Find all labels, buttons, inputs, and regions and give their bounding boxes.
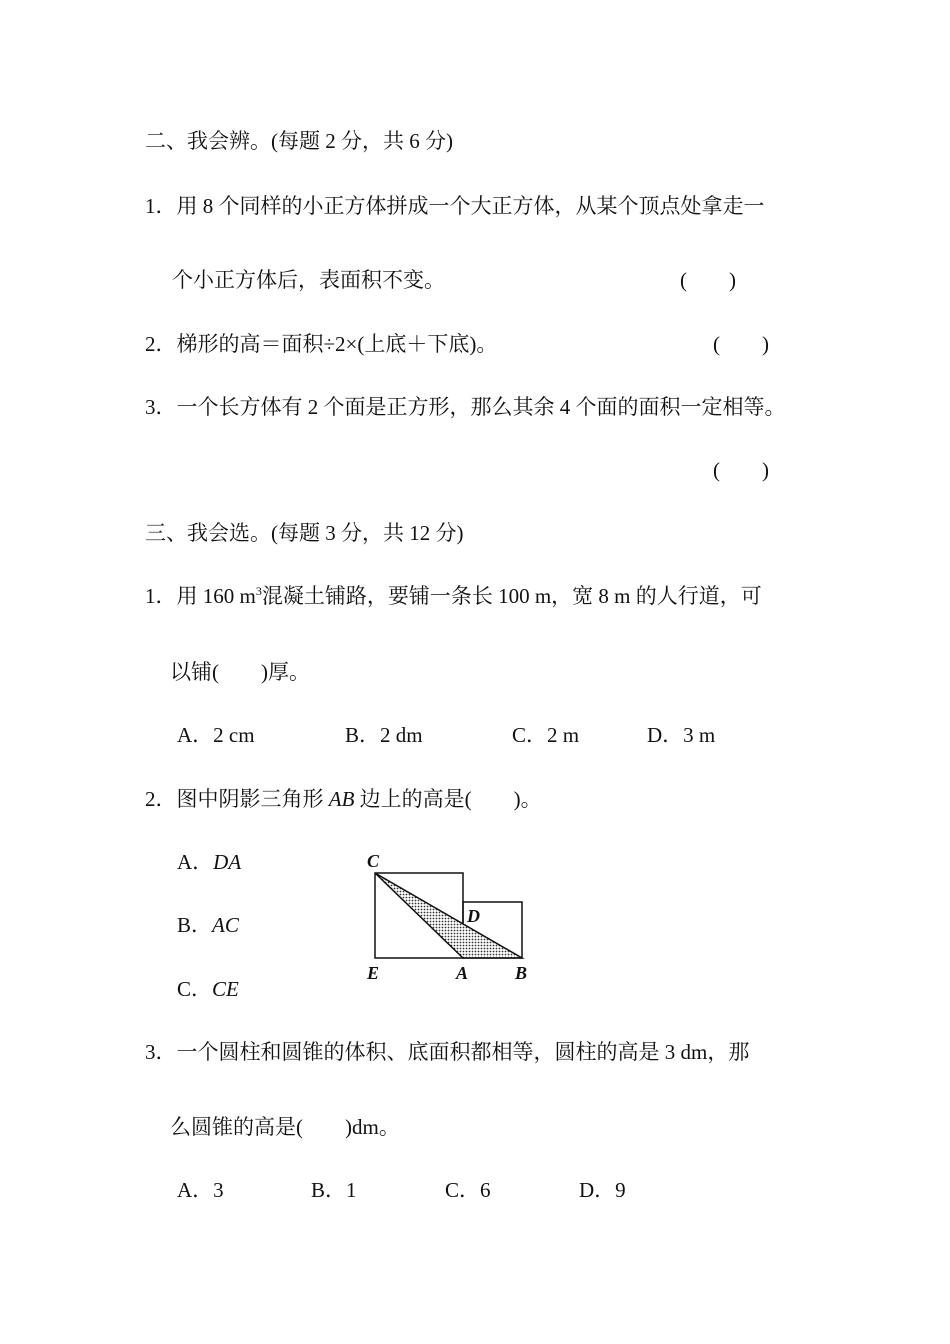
section2-heading: 二、我会辨。(每题 2 分，共 6 分) [145,129,453,153]
s3-q3-option-d[interactable]: D．9 [579,1178,626,1202]
s3-q3-number: 3． [145,1040,177,1064]
s3-q3-option-b[interactable]: B．1 [311,1178,357,1202]
s3-q1-text-a: 用 160 m [176,584,256,608]
s3-q2-text-italic: AB [328,787,355,811]
section3-heading: 三、我会选。(每题 3 分，共 12 分) [145,521,464,545]
s2-q3-answer-blank[interactable] [713,456,769,484]
option-value: AC [212,913,239,937]
s3-q3-line1 [145,1038,749,1066]
s3-q3-option-c[interactable]: C．6 [445,1178,491,1202]
s2-q2-line [145,330,497,358]
s3-q1-number: 1． [145,584,177,608]
s2-q1-text-line2: 个小正方体后，表面积不变。 [172,268,445,292]
s3-q1-line2 [170,658,310,686]
option-value: CE [212,977,239,1001]
s3-q1-option-b[interactable]: B．2 dm [345,723,423,747]
s3-q2-line [145,785,542,813]
s3-q2-text-b: 边上的高是( [354,787,472,811]
s3-q2-option-c[interactable] [177,975,239,1003]
s3-q3-text-line1: 一个圆柱和圆锥的体积、底面积都相等，圆柱的高是 3 dm，那 [176,1040,750,1064]
s3-q3-line2-a: 么圆锥的高是( [170,1115,303,1139]
s2-q1-line1 [145,192,765,220]
s3-q2-option-b[interactable] [177,911,239,939]
s3-q1-line1 [145,582,762,610]
s2-q2-answer-blank[interactable] [713,330,769,358]
paren-open: ( [713,458,720,482]
s3-q2-option-a[interactable] [177,848,241,876]
s2-q1-answer-blank[interactable] [680,266,736,294]
paren-close: ) [729,268,736,292]
s3-q1-option-d[interactable]: D．3 m [647,723,716,747]
label-b: B [515,963,528,983]
option-value: DA [213,850,242,874]
label-a: A [456,963,469,983]
s2-q3-number: 3． [145,395,177,419]
option-letter: B． [177,913,213,937]
s3-q1-option-c[interactable]: C．2 m [512,723,580,747]
shaded-triangle [375,873,522,958]
paren-close: ) [762,332,769,356]
s2-q2-text: 梯形的高＝面积÷2×(上底＋下底)。 [176,332,498,356]
label-e: E [367,963,380,983]
paren-open: ( [713,332,720,356]
label-c: C [367,851,380,871]
s3-q1-line2-a: 以铺( [170,660,219,684]
s3-q1-option-a[interactable]: A．2 cm [177,723,255,747]
paren-open: ( [680,268,687,292]
s3-q1-superscript: 3 [255,584,262,598]
s3-q2-number: 2． [145,787,177,811]
geometry-figure [360,848,540,988]
s2-q1-number: 1． [145,194,177,218]
s3-q3-option-a[interactable]: A．3 [177,1178,224,1202]
label-d: D [467,906,480,926]
option-letter: C． [177,977,213,1001]
s3-q2-text-c: )。 [513,787,542,811]
s3-q1-text-b: 混凝土铺路，要铺一条长 100 m，宽 8 m 的人行道，可 [261,584,762,608]
paren-close: ) [762,458,769,482]
s2-q3-line [145,393,786,421]
s3-q1-line2-b: )厚。 [261,660,310,684]
s2-q2-number: 2． [145,332,177,356]
option-letter: A． [177,850,214,874]
s2-q3-text: 一个长方体有 2 个面是正方形，那么其余 4 个面的面积一定相等。 [176,395,786,419]
s2-q1-text-line1: 用 8 个同样的小正方体拼成一个大正方体，从某个顶点处拿走一 [176,194,765,218]
s3-q2-text-a: 图中阴影三角形 [176,787,329,811]
s3-q3-line2-b: )dm。 [345,1115,400,1139]
s3-q3-line2 [170,1113,400,1141]
